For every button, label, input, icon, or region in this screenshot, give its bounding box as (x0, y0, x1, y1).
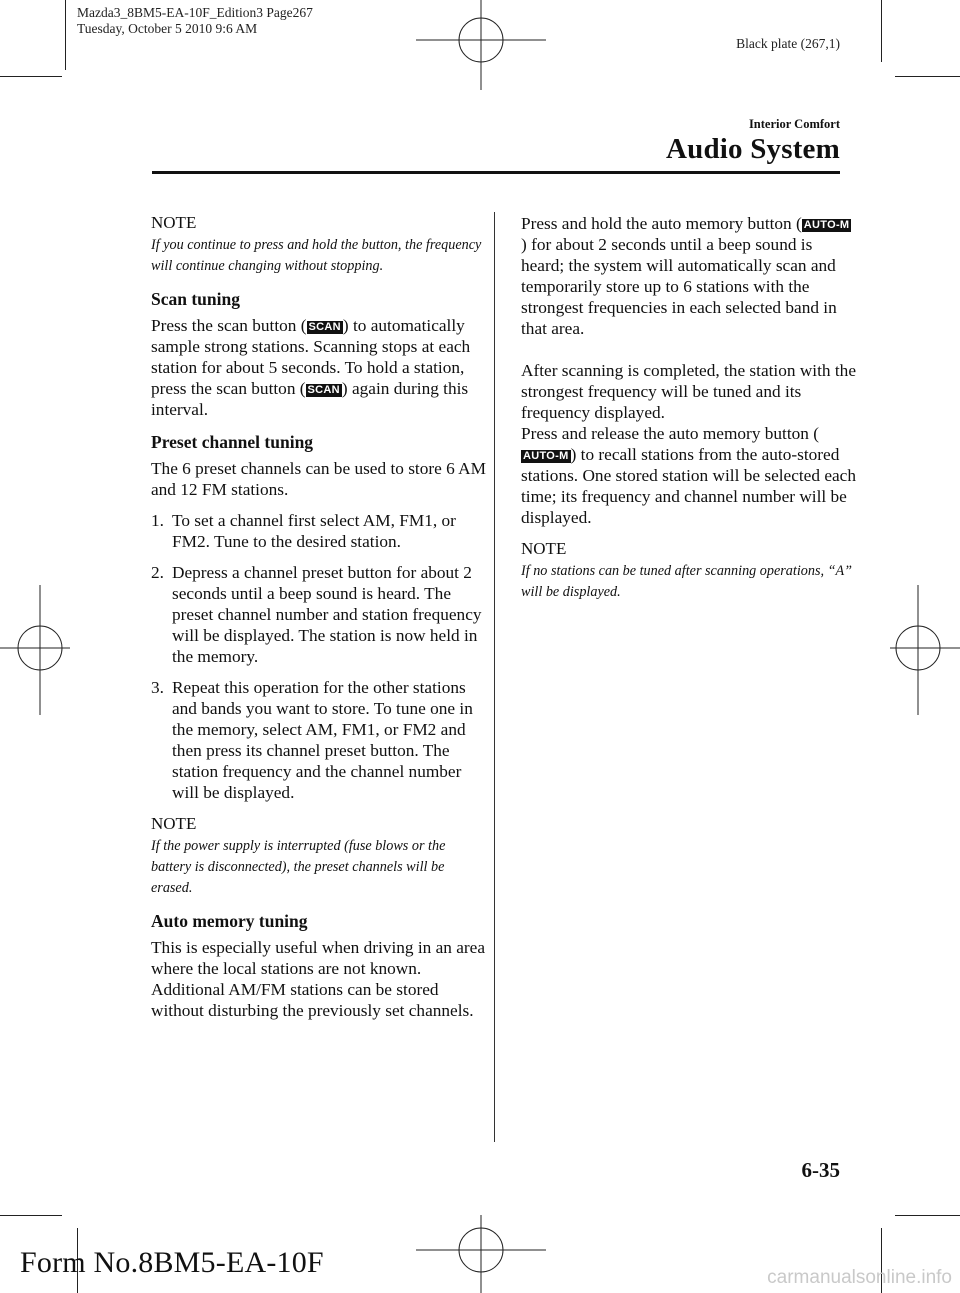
slug-line-2: Tuesday, October 5 2010 9:6 AM (77, 21, 258, 36)
crop-mark (65, 0, 66, 70)
section-label: Interior Comfort (748, 117, 840, 131)
registration-mark-icon (416, 0, 546, 90)
page-title: Audio System (665, 133, 840, 165)
slug-line-1: Mazda3_8BM5-EA-10F_Edition3 Page267 (77, 5, 313, 20)
registration-mark-icon (890, 585, 960, 715)
list-item: 3. Repeat this operation for the other stations and bands you want to store. To tune one in the memory, select AM, FM1, or FM2 and then press its channel preset button. The station frequency and the channel number will be displayed. (151, 678, 473, 802)
preset-intro: The 6 preset channels can be used to store 6 AM and 12 FM stations. (151, 459, 486, 499)
preset-steps-list (151, 510, 486, 803)
left-column (151, 212, 486, 1021)
note-text: If the power supply is interrupted (fuse blows or the battery is disconnected), the preset channels will be erased. (151, 838, 446, 896)
crop-mark (895, 76, 960, 77)
auto-memory-store-paragraph: Press and hold the auto memory button ( AUTO-M) for about 2 seconds until a beep sound is heard; the system will automatically scan and temporarily store up to 6 stations with the strongest frequencies in each selected band in that area. (521, 214, 850, 338)
header-rule (152, 171, 840, 174)
form-number: Form No.8BM5-EA-10F (20, 1246, 324, 1279)
crop-mark (881, 0, 882, 62)
auto-memory-recall-paragraph: Press and release the auto memory button (AUTO-M ) to recall stations from the auto-stored stations. One stored station will be selected each time; its frequency and channel number will be displayed. (521, 424, 856, 527)
auto-memory-button-icon: AUTO-M (803, 219, 850, 231)
note-label: NOTE (151, 814, 197, 833)
right-column (521, 213, 856, 603)
auto-memory-button-icon: AUTO-M (523, 450, 569, 462)
list-item: 2. Depress a channel preset button for about 2 seconds until a beep sound is heard. The preset channel number and station frequency will be displayed. The station is now held in the memory. (151, 563, 482, 666)
section-heading-scan-tuning: Scan tuning (151, 289, 240, 309)
note-text: If no stations can be tuned after scanning operations, “A” will be displayed. (521, 563, 853, 600)
column-divider (494, 212, 495, 1142)
auto-memory-paragraph: This is especially useful when driving in an area where the local stations are not known. Additional AM/FM stations can be stored without disturbing the previously set channels. (151, 938, 486, 1020)
note-text: If you continue to press and hold the button, the frequency will continue changing without stopping. (151, 237, 482, 274)
note-label: NOTE (151, 213, 197, 232)
crop-mark (0, 1215, 62, 1216)
page-number: 6-35 (801, 1158, 840, 1182)
registration-mark-icon (416, 1215, 546, 1293)
section-heading-preset-tuning: Preset channel tuning (151, 432, 314, 452)
scan-button-icon: SCAN (307, 384, 340, 396)
scan-paragraph: Press the scan button ( SCAN ) to automatically sample strong stations. Scanning stops at each station for about 5 seconds. To hold a station, press the scan button ( SCAN ) again during this interval. (151, 316, 471, 419)
watermark: carmanualsonline.info (767, 1267, 952, 1288)
scan-button-icon: SCAN (308, 321, 341, 333)
list-item: 1. To set a channel first select AM, FM1, or FM2. Tune to the desired station. (151, 511, 456, 551)
scan-complete-paragraph: After scanning is completed, the station with the strongest frequency will be tuned and its frequency displayed. (521, 361, 856, 422)
crop-mark (0, 76, 62, 77)
note-label: NOTE (521, 539, 567, 558)
crop-mark (895, 1215, 960, 1216)
print-slug (77, 5, 313, 37)
plate-label: Black plate (267,1) (736, 36, 840, 51)
section-heading-auto-memory: Auto memory tuning (151, 911, 308, 931)
registration-mark-icon (0, 585, 70, 715)
